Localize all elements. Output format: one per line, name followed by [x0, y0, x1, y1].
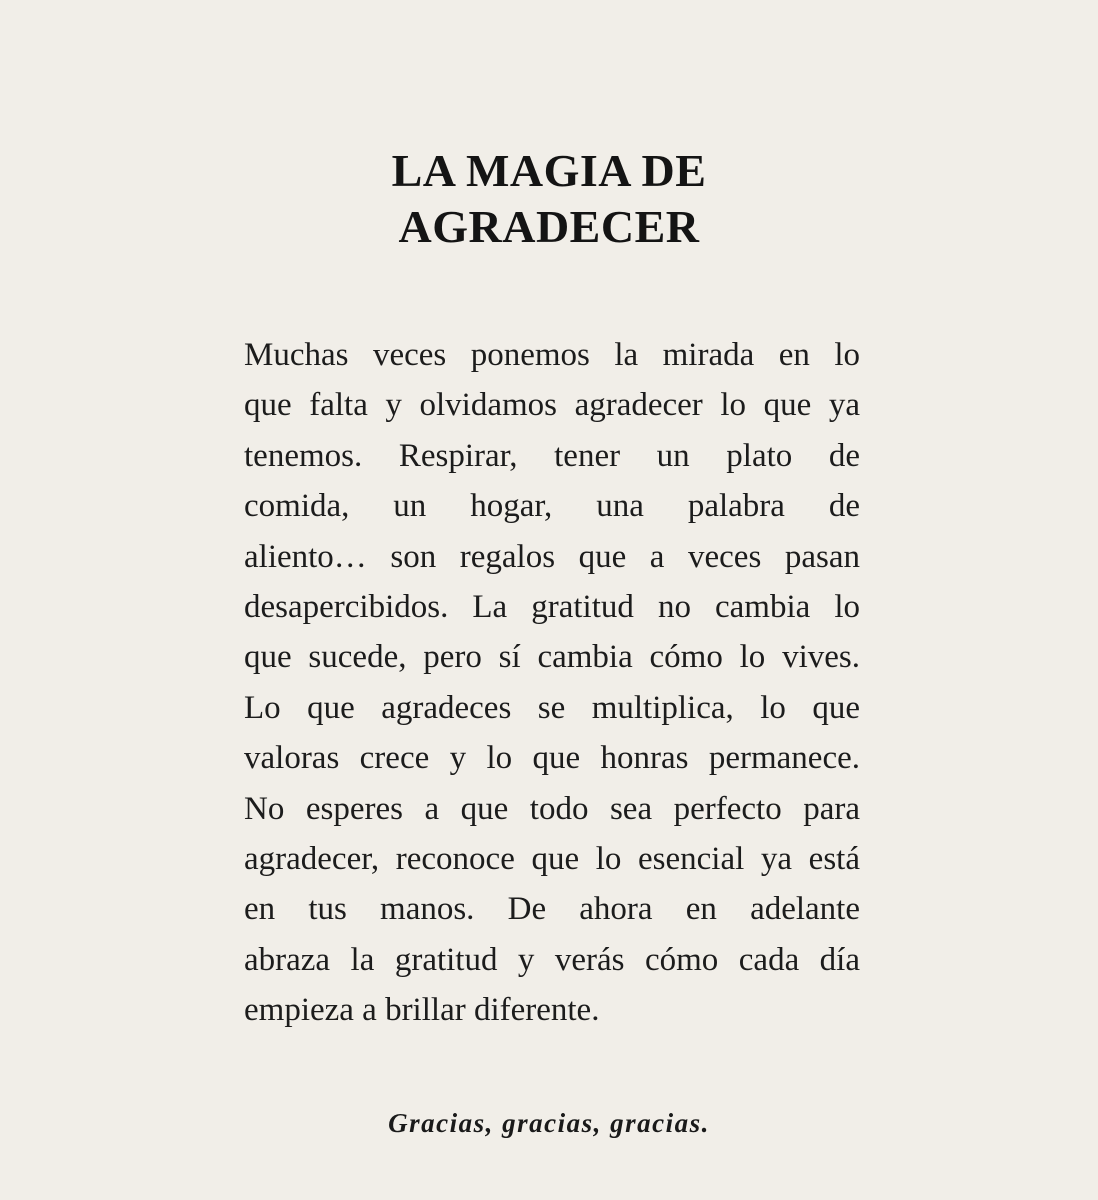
- body-line: en tus manos. De ahora en adelante: [244, 891, 860, 928]
- title-line-1: LA MAGIA DE: [391, 145, 707, 196]
- body-paragraph: [244, 330, 860, 1035]
- body-line: empieza a brillar diferente.: [244, 992, 600, 1029]
- signoff: Gracias, gracias, gracias.: [388, 1108, 710, 1138]
- body-line: que sucede, pero sí cambia cómo lo vives.: [244, 639, 860, 676]
- body-line: Muchas veces ponemos la mirada en lo: [244, 337, 860, 373]
- body-line: desapercibidos. La gratitud no cambia lo: [244, 588, 860, 625]
- body-line: aliento… son regalos que a veces pasan: [244, 538, 860, 575]
- body-line: No esperes a que todo sea perfecto para: [244, 790, 860, 827]
- body-line: abraza la gratitud y verás cómo cada día: [244, 941, 860, 978]
- body-line: valoras crece y lo que honras permanece.: [244, 740, 860, 777]
- body-line: que falta y olvidamos agradecer lo que ya: [244, 387, 860, 424]
- body-line: tenemos. Respirar, tener un plato de: [244, 437, 860, 474]
- body-line: agradecer, reconoce que lo esencial ya está: [244, 840, 860, 877]
- body-line: Lo que agradeces se multiplica, lo que: [244, 689, 860, 726]
- title-line-2: AGRADECER: [398, 201, 700, 252]
- page-title: [0, 143, 1098, 255]
- body-line: comida, un hogar, una palabra de: [244, 488, 860, 525]
